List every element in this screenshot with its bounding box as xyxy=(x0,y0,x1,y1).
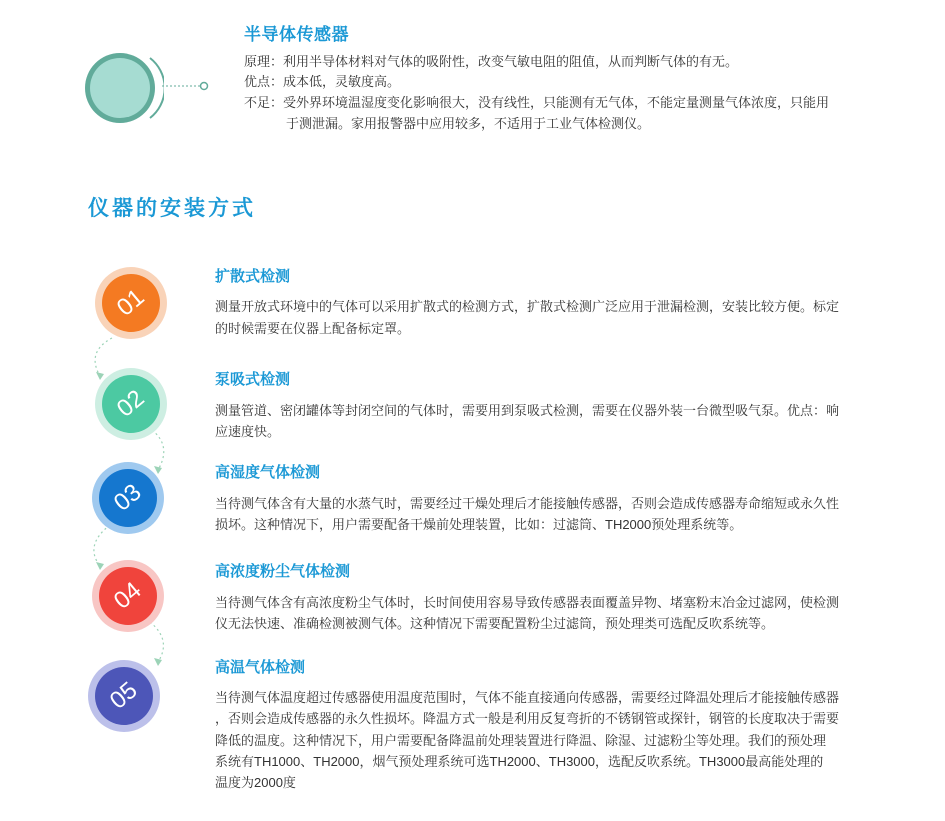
method-desc-line: 的时候需要在仪器上配备标定罩。 xyxy=(215,321,411,336)
semiconductor-disadvantage-cont: 于测泄漏。家用报警器中应用较多，不适用于工业气体检测仪。 xyxy=(286,116,651,131)
method-desc-line: 当待测气体含有大量的水蒸气时，需要经过干燥处理后才能接触传感器，否则会造成传感器寿命缩短或永久性 xyxy=(215,496,840,511)
sensor-illustration-icon xyxy=(84,52,164,124)
method-desc-line: 测量开放式环境中的气体可以采用扩散式的检测方式，扩散式检测广泛应用于泄漏检测，安装比较方便。标定 xyxy=(215,299,840,314)
semiconductor-principle: 原理：利用半导体材料对气体的吸附性，改变气敏电阻的阻值，从而判断气体的有无。 xyxy=(244,54,739,69)
step-number: 01 xyxy=(111,283,150,322)
method-desc-line: 当待测气体温度超过传感器使用温度范围时，气体不能直接通向传感器，需要经过降温处理后才能接触传感器 xyxy=(215,690,840,705)
method-desc-line: 当待测气体含有高浓度粉尘气体时，长时间使用容易导致传感器表面覆盖异物、堵塞粉末冶金过滤网，使检测 xyxy=(215,595,840,610)
method-title-diffusion: 扩散式检测 xyxy=(215,268,291,285)
step-badge-04 xyxy=(92,560,164,632)
step-badge-05 xyxy=(88,660,160,732)
method-desc-line: 应速度快。 xyxy=(215,424,281,439)
method-desc-line: 仪无法快速、准确检测被测气体。这种情况下需要配置粉尘过滤筒，预处理类可选配反吹系统等。 xyxy=(215,616,775,631)
method-desc-line: 温度为2000度 xyxy=(215,775,296,790)
step-badge-01 xyxy=(95,267,167,339)
semiconductor-title: 半导体传感器 xyxy=(244,25,349,44)
method-desc-line: 降低的温度。这种情况下，用户需要配备降温前处理装置进行降温、除湿、过滤粉尘等处理。我们的预处理 xyxy=(215,733,827,748)
method-title-high-temp: 高温气体检测 xyxy=(215,659,306,676)
semiconductor-advantage: 优点：成本低，灵敏度高。 xyxy=(244,74,401,89)
method-desc-line: 损坏。这种情况下，用户需要配备干燥前处理装置，比如：过滤筒、TH2000预处理系统等。 xyxy=(215,517,743,532)
method-title-dust: 高浓度粉尘气体检测 xyxy=(215,563,351,580)
step-number: 05 xyxy=(104,676,143,715)
step-number: 03 xyxy=(108,478,147,517)
method-desc-line: 系统有TH1000、TH2000，烟气预处理系统可选TH2000、TH3000，选配反吹系统。TH3000最高能处理的 xyxy=(215,754,824,769)
sensor-connector-icon xyxy=(162,80,212,92)
method-desc-line: 测量管道、密闭罐体等封闭空间的气体时，需要用到泵吸式检测，需要在仪器外装一台微型吸气泵。优点：响 xyxy=(215,403,840,418)
method-title-humidity: 高湿度气体检测 xyxy=(215,464,321,481)
step-badge-02 xyxy=(95,368,167,440)
step-number: 04 xyxy=(108,576,147,615)
method-title-pump: 泵吸式检测 xyxy=(215,371,291,388)
step-badge-03 xyxy=(92,462,164,534)
step-number: 02 xyxy=(111,384,150,423)
semiconductor-disadvantage: 不足：受外界环境温湿度变化影响很大，没有线性，只能测有无气体，不能定量测量气体浓度，只能用 xyxy=(244,95,830,110)
method-desc-line: ，否则会造成传感器的永久性损坏。降温方式一般是利用反复弯折的不锈钢管或探针，钢管的长度取决于需要 xyxy=(215,711,840,726)
section-title: 仪器的安装方式 xyxy=(88,197,256,220)
